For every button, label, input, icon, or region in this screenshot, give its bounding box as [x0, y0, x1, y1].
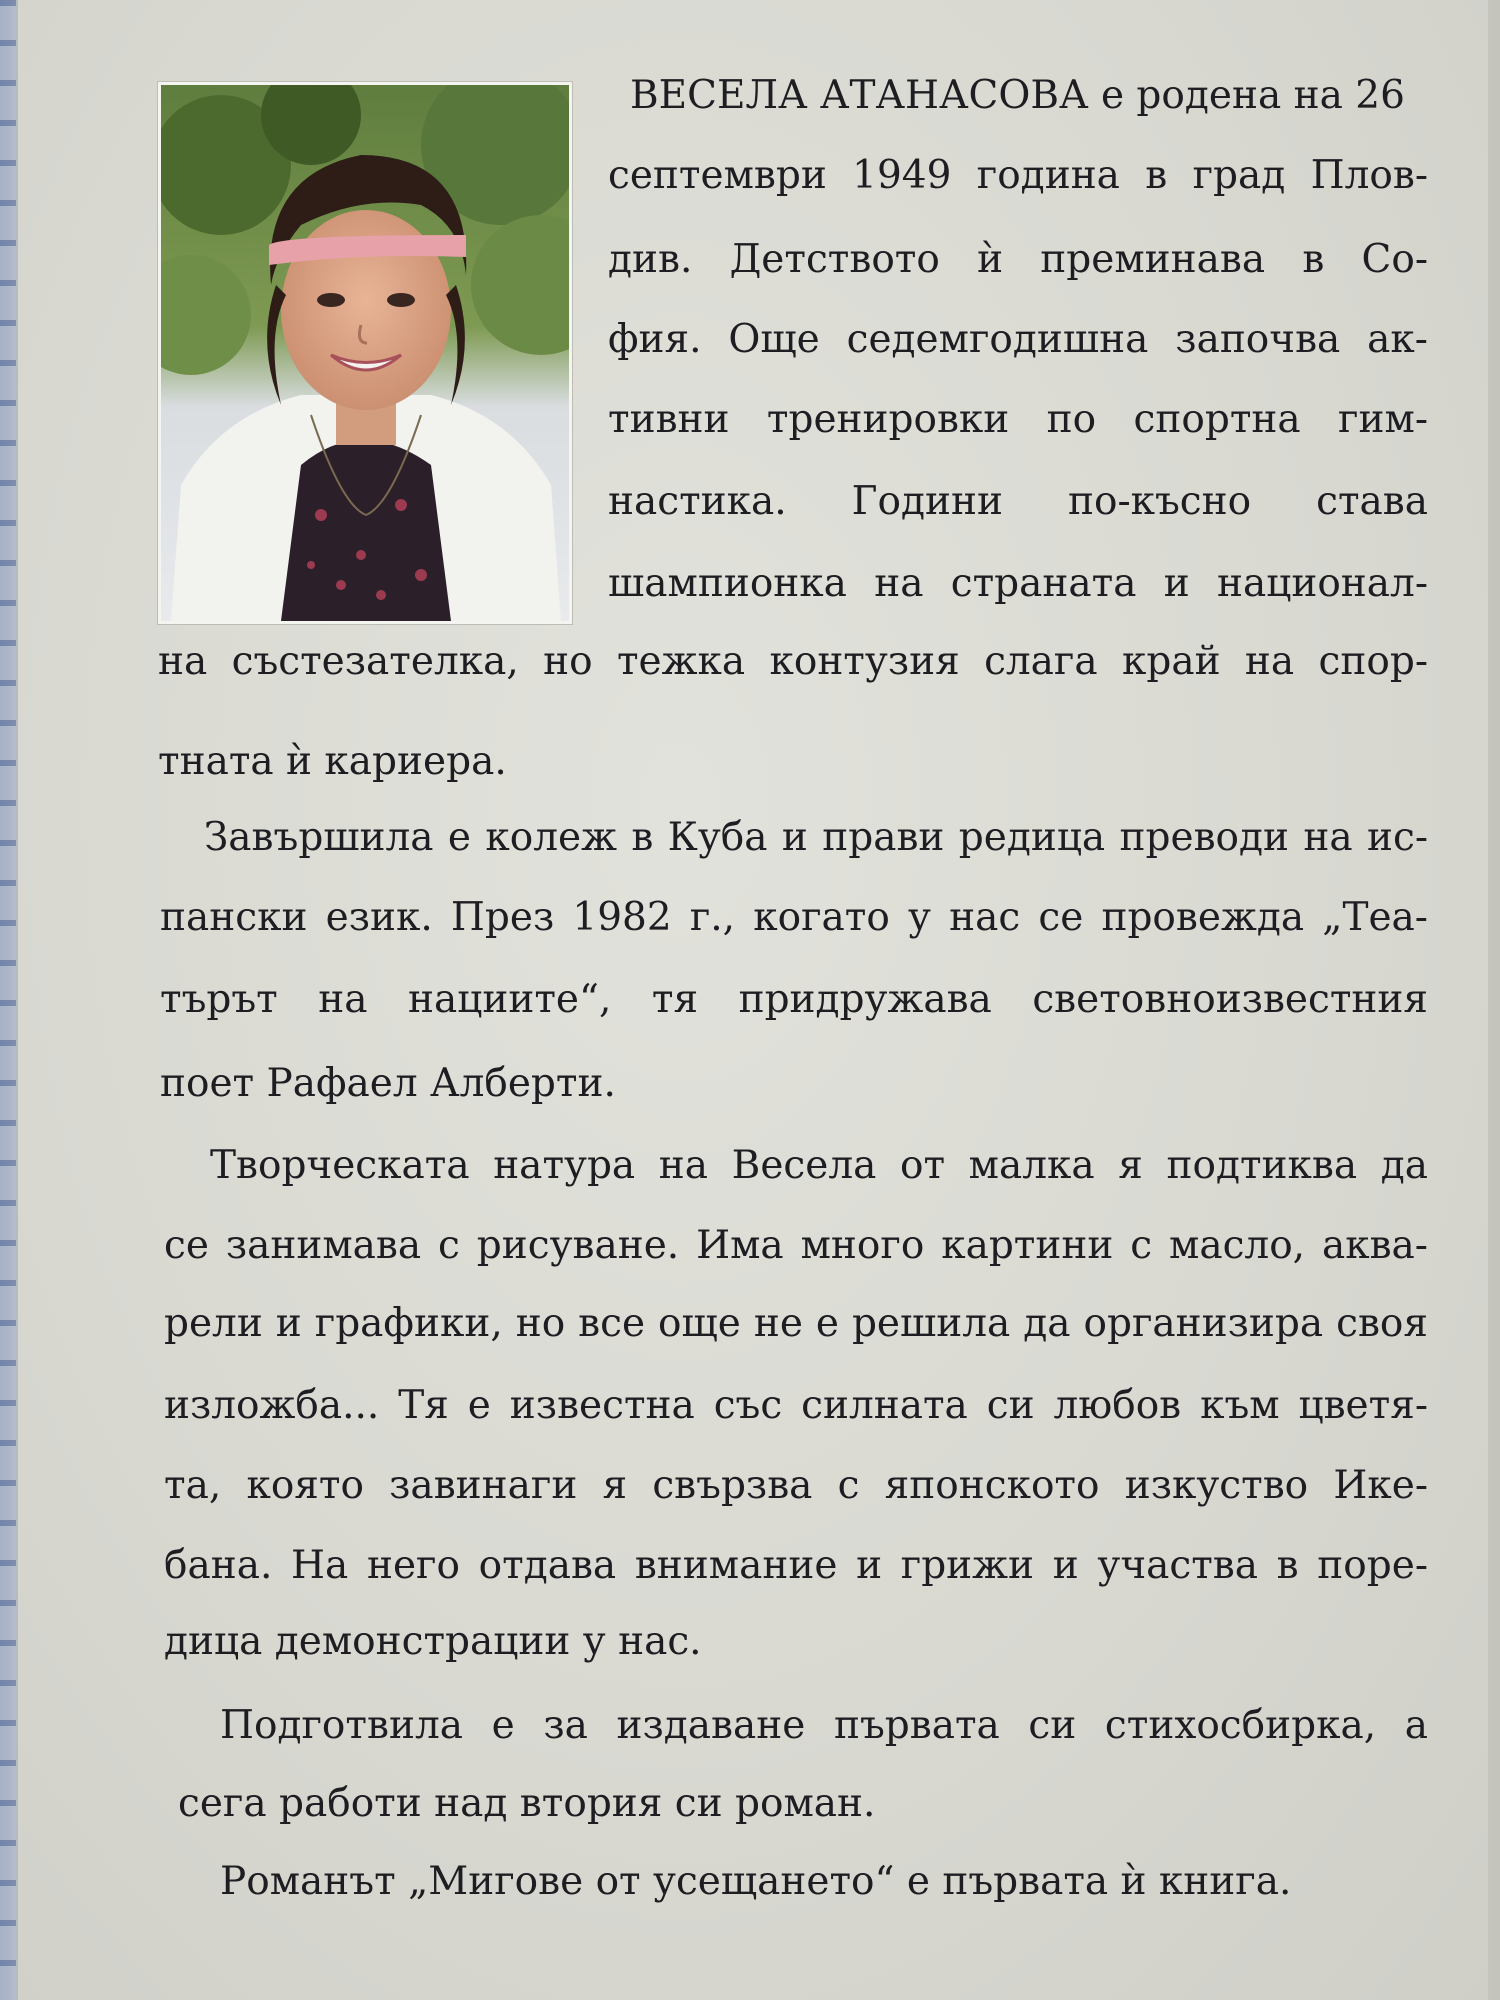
bio-p2-line-1: Завършила е колеж в Куба и прави редица преводи на ис-	[204, 815, 1428, 860]
bio-p4-line-1: Подготвила е за издаване първата си стихосбирка, а	[220, 1703, 1428, 1748]
bio-p3-line-1: Творческата натура на Весела от малка я подтиква да	[210, 1143, 1428, 1188]
bio-p1-line-9: тната ѝ кариера.	[158, 739, 507, 784]
bio-p1-line-8: на състезателка, но тежка контузия слага край на спор-	[158, 639, 1428, 684]
author-portrait	[158, 82, 572, 624]
bio-p3-line-6: бана. На него отдава внимание и грижи и участва в поре-	[164, 1543, 1428, 1588]
bio-p3-line-7: дица демонстрации у нас.	[164, 1619, 702, 1664]
bio-p3-line-2: се занимава с рисуване. Има много картини с масло, аква-	[164, 1223, 1428, 1268]
bio-p1-line-6: настика. Години по-късно става	[608, 479, 1428, 524]
bio-p2-line-4: поет Рафаел Алберти.	[160, 1061, 616, 1106]
bio-p1-line-7: шампионка на страната и национал-	[608, 561, 1428, 606]
bio-p2-line-2: пански език. През 1982 г., когато у нас се провежда „Теа-	[160, 895, 1428, 940]
book-page	[18, 0, 1488, 2000]
bio-p3-line-3: рели и графики, но все още не е решила да организира своя	[164, 1301, 1428, 1346]
bio-p5-line-1: Романът „Мигове от усещането“ е първата ѝ книга.	[220, 1859, 1292, 1904]
notebook-edge	[0, 0, 16, 2000]
bio-p1-line-5: тивни тренировки по спортна гим-	[608, 397, 1428, 442]
bio-p1-line-2: септември 1949 година в град Плов-	[608, 153, 1428, 198]
bio-p1-line-1: ВЕСЕЛА АТАНАСОВА е родена на 26	[630, 73, 1405, 118]
bio-p3-line-4: изложба... Тя е известна със силната си любов към цветя-	[164, 1383, 1428, 1428]
bio-p2-line-3: търът на нациите“, тя придружава световноизвестния	[160, 977, 1428, 1022]
bio-p1-line-4: фия. Още седемгодишна започва ак-	[608, 317, 1428, 362]
bio-p1-line-3: див. Детството ѝ преминава в Со-	[608, 237, 1428, 282]
bio-p4-line-2: сега работи над втория си роман.	[178, 1781, 876, 1826]
bio-p3-line-5: та, която завинаги я свързва с японското изкуство Ике-	[164, 1463, 1428, 1508]
